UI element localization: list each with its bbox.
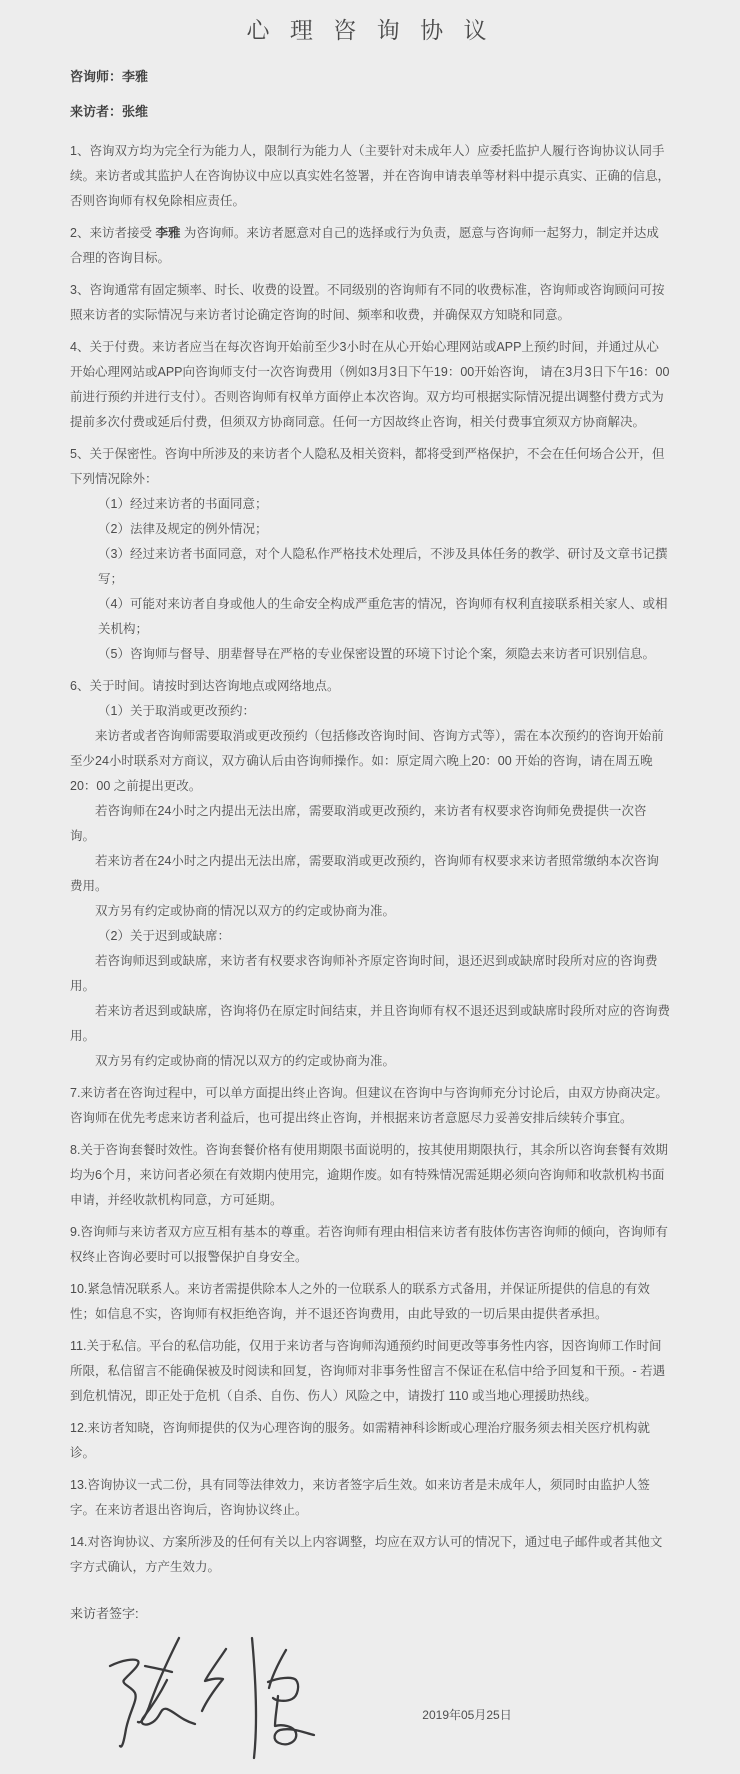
clause-10: 10.紧急情况联系人。来访者需提供除本人之外的一位联系人的联系方式备用，并保证所提供的信息的有效性；如信息不实，咨询师有权拒绝咨询，并不退还咨询费用，由此导致的一切后果由提供者承担。 [70,1282,650,1321]
clause-2-pre: 2、来访者接受 [70,226,156,240]
clause-7: 7.来访者在咨询过程中，可以单方面提出终止咨询。但建议在咨询中与咨询师充分讨论后，由双方协商决定。咨询师在优先考虑来访者利益后，也可提出终止咨询，并根据来访者意愿尽力妥善安排后续转介事宜。 [70,1086,668,1125]
clause-6-sub2-title: （2）关于迟到或缺席： [98,929,230,943]
clause-4: 4、关于付费。来访者应当在每次咨询开始前至少3小时在从心开始心理网站或APP上预约时间，并通过从心开始心理网站或APP向咨询师支付一次咨询费用（例如3月3日下午19：00开始咨询， 请在3月3日下午16：00前进行预约并进行支付）。否则咨询师有权单方面停止本次咨询。双方均可根据实际情况提出调整付费方式为提前多次付费或延后付费，但须双方协商同意。任何一方因故终止咨询，相关付费事宜须双方协商解决。 [70,340,670,429]
clause-6-sub2-para-2: 若来访者迟到或缺席，咨询将仍在原定时间结束，并且咨询师有权不退还迟到或缺席时段所对应的咨询费用。 [70,1004,671,1043]
clause-11: 11.关于私信。平台的私信功能，仅用于来访者与咨询师沟通预约时间更改等事务性内容，因咨询师工作时间所限，私信留言不能确保被及时阅读和回复，咨询师对非事务性留言不保证在私信中给予回复和干预。- 若遇到危机情况，即正处于危机（自杀、自伤、伤人）风险之中，请拨打 110 或当地心理援助热线。 [70,1339,666,1403]
clause-12: 12.来访者知晓，咨询师提供的仅为心理咨询的服务。如需精神科诊断或心理治疗服务须去相关医疗机构就诊。 [70,1421,650,1460]
clause-5-item-2: （2）法律及规定的例外情况； [98,522,268,536]
clause-6-head: 6、关于时间。请按时到达咨询地点或网络地点。 [70,679,340,693]
clause-2-post: 为咨询师。来访者愿意对自己的选择或行为负责，愿意与咨询师一起努力，制定并达成合理的咨询目标。 [70,226,659,265]
counselor-name: 李雅 [122,69,149,84]
clause-5-item-5: （5）咨询师与督导、朋辈督导在严格的专业保密设置的环境下讨论个案，须隐去来访者可识别信息。 [98,647,655,661]
clause-14: 14.对咨询协议、方案所涉及的任何有关以上内容调整，均应在双方认可的情况下，通过电子邮件或者其他文字方式确认，方产生效力。 [70,1535,663,1574]
clause-6-sub2-para-3: 双方另有约定或协商的情况以双方的约定或协商为准。 [95,1054,396,1068]
clause-6-sub2-para-1: 若咨询师迟到或缺席，来访者有权要求咨询师补齐原定咨询时间，退还迟到或缺席时段所对应的咨询费用。 [70,954,658,993]
client-row [70,104,670,120]
clause-5-head: 5、关于保密性。咨询中所涉及的来访者个人隐私及相关资料，都将受到严格保护，不会在任何场合公开，但下列情况除外： [70,447,665,486]
clause-5-item-4: （4）可能对来访者自身或他人的生命安全构成严重危害的情况，咨询师有权利直接联系相关家人、或相关机构； [98,597,668,636]
client-signature-handwriting [102,1636,332,1774]
signature-label: 来访者签字: [70,1606,139,1621]
clause-1: 1、咨询双方均为完全行为能力人，限制行为能力人（主要针对未成年人）应委托监护人履行咨询协议认同手续。来访者或其监护人在咨询协议中应以真实姓名签署，并在咨询申请表单等材料中提示真实、正确的信息，否则咨询师有权免除相应责任。 [70,144,671,208]
clause-2-counselor-name: 李雅 [155,226,181,240]
client-name: 张维 [122,104,149,119]
clause-6-sub1-para-3: 若来访者在24小时之内提出无法出席，需要取消或更改预约，咨询师有权要求来访者照常缴纳本次咨询费用。 [70,854,659,893]
date-row [0,1706,740,1724]
counselor-label: 咨询师： [70,69,123,84]
clause-5-item-3: （3）经过来访者书面同意，对个人隐私作严格技术处理后，不涉及具体任务的教学、研讨及文章书记撰写； [98,547,668,586]
clause-6-sub1-title: （1）关于取消或更改预约： [98,704,255,718]
counselor-row [70,69,670,85]
clause-5 [70,442,670,667]
clause-6-sub1-para-1: 来访者或者咨询师需要取消或更改预约（包括修改咨询时间、咨询方式等），需在本次预约的咨询开始前至少24小时联系对方商议，双方确认后由咨询师操作。如：原定周六晚上20：00 开始的咨询，请在周五晚 20：00 之前提出更改。 [70,729,664,793]
page-title: 心 理 咨 询 协 议 [246,17,494,43]
clause-6-sub1-para-2: 若咨询师在24小时之内提出无法出席，需要取消或更改预约，来访者有权要求咨询师免费提供一次咨询。 [70,804,647,843]
client-label: 来访者： [70,104,123,119]
clause-8: 8.关于咨询套餐时效性。咨询套餐价格有使用期限书面说明的，按其使用期限执行，其余所以咨询套餐有效期均为6个月，来访问者必须在有效期内使用完，逾期作废。如有特殊情况需延期必须向咨询师和收款机构书面申请，并经收款机构同意，方可延期。 [70,1143,668,1207]
clause-2 [70,221,670,271]
clause-9: 9.咨询师与来访者双方应互相有基本的尊重。若咨询师有理由相信来访者有肢体伤害咨询师的倾向，咨询师有权终止咨询必要时可以报警保护自身安全。 [70,1225,668,1264]
clause-3: 3、咨询通常有固定频率、时长、收费的设置。不同级别的咨询师有不同的收费标准，咨询师或咨询顾问可按照来访者的实际情况与来访者讨论确定咨询的时间、频率和收费，并确保双方知晓和同意。 [70,283,665,322]
clause-6 [70,674,670,1074]
clause-5-item-1: （1）经过来访者的书面同意； [98,497,268,511]
clause-6-sub1-para-4: 双方另有约定或协商的情况以双方的约定或协商为准。 [95,904,396,918]
agreement-date: 2019年05月25日 [422,1708,512,1722]
clause-13: 13.咨询协议一式二份，具有同等法律效力，来访者签字后生效。如来访者是未成年人，须同时由监护人签字。在来访者退出咨询后，咨询协议终止。 [70,1478,650,1517]
